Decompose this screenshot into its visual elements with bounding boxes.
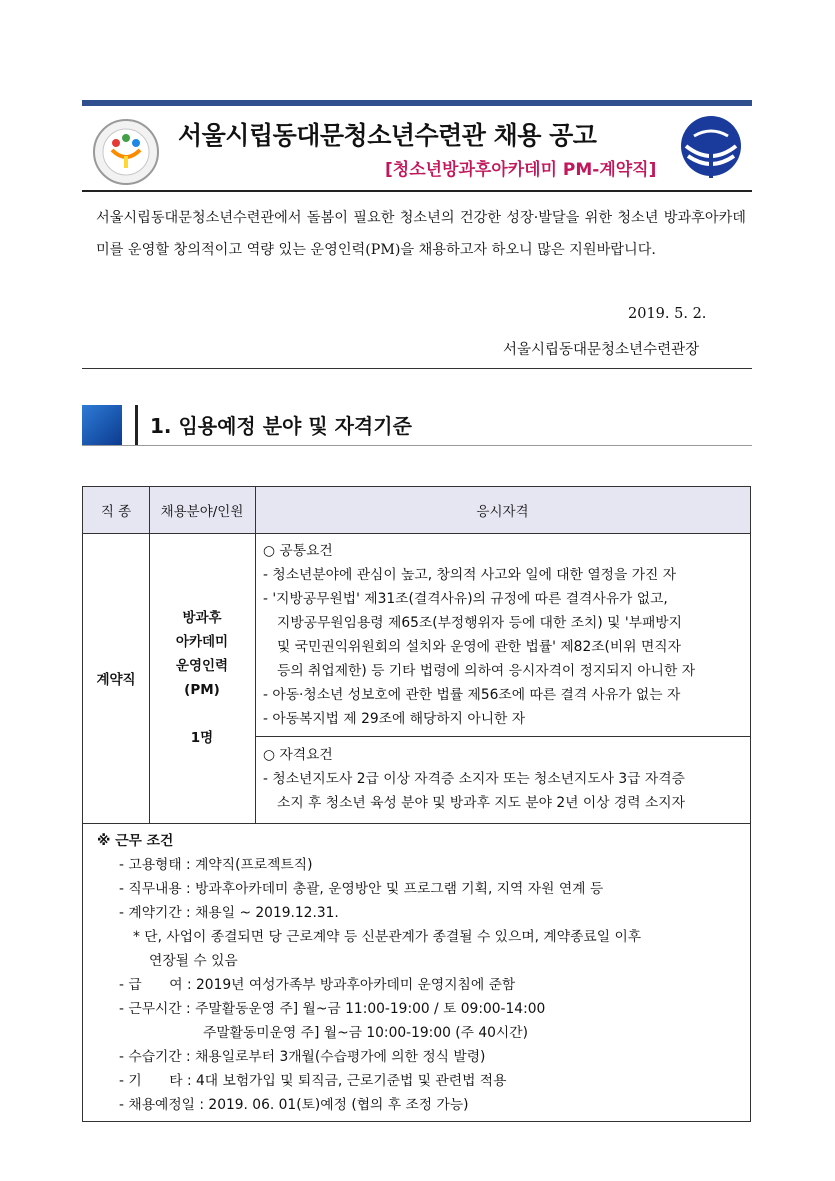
seoul-city-logo-icon [678,116,744,182]
job-type: 계약직 [96,672,136,688]
header-field: 채용분야/인원 [160,504,244,520]
common-line: 지방공무원임용령 제65조(부정행위자 등에 대한 조치) 및 '부패방지 [277,615,682,631]
qualification-table [82,486,751,1122]
youth-center-emblem-icon [92,118,160,186]
condition-period: - 계약기간 : 채용일 ~ 2019.12.31. [119,905,339,921]
section-marker [82,405,122,445]
qual-line: 소지 후 청소년 육성 분야 및 방과후 지도 분야 2년 이상 경력 소지자 [277,795,685,811]
common-requirements [263,539,747,731]
section-rule [82,445,752,446]
common-title: ○ 공통요건 [263,543,333,559]
intro-paragraph: 서울시립동대문청소년수련관에서 돌봄이 필요한 청소년의 건강한 성장·발달을 위한 청소년 방과후아카데미를 운영할 창의적이고 역량 있는 운영인력(PM)을 채용하고자 하오니 많은 지원바랍니다. [96,210,746,258]
condition-probation: - 수습기간 : 채용일로부터 3개월(수습평가에 의한 정식 발령) [119,1049,486,1065]
field-headcount [149,533,255,823]
field-line: 아카데미 [175,634,229,650]
field-line: (PM) [184,682,220,698]
qual-line: - 청소년지도사 2급 이상 자격증 소지자 또는 청소년지도사 3급 자격증 [263,771,685,787]
page-title: 서울시립동대문청소년수련관 채용 공고 [178,121,597,150]
header-rule [82,190,752,192]
section-bar [135,405,138,445]
qual-title: ○ 자격요건 [263,747,333,763]
signer-rule [82,368,752,369]
col-divider [255,487,256,823]
row-divider [255,736,750,737]
condition-etc: - 기 타 : 4대 보험가입 및 퇴직금, 근로기준법 및 관련법 적용 [119,1073,507,1089]
announcement-date: 2019. 5. 2. [628,306,707,322]
condition-hours: - 근무시간 : 주말활동운영 주] 월~금 11:00-19:00 / 토 09:00-14:00 [119,1001,546,1017]
common-line: 및 국민권익위원회의 설치와 운영에 관한 법률' 제82조(비위 면직자 [277,639,681,655]
common-line: - 아동·청소년 성보호에 관한 법률 제56조에 따른 결격 사유가 없는 자 [263,687,681,703]
condition-salary: - 급 여 : 2019년 여성가족부 방과후아카데미 운영지침에 준함 [119,977,516,993]
section-title: 1. 임용예정 분야 및 자격기준 [150,414,412,438]
common-line: 등의 취업제한) 등 기타 법령에 의하여 응시자격이 정지되지 아니한 자 [277,663,696,679]
common-line: - 청소년분야에 관심이 높고, 창의적 사고와 일에 대한 열정을 가진 자 [263,567,677,583]
condition-employment: - 고용형태 : 계약직(프로젝트직) [119,857,313,873]
condition-note: 연장될 수 있음 [149,953,238,969]
header-qualification: 응시자격 [476,504,529,520]
common-line: - '지방공무원법' 제31조(결격사유)의 규정에 따른 결격사유가 없고, [263,591,668,607]
signer: 서울시립동대문청소년수련관장 [503,342,700,358]
field-line: 방과후 [182,610,222,626]
common-line: - 아동복지법 제 29조에 해당하지 아니한 자 [263,711,526,727]
condition-note: * 단, 사업이 종결되면 당 근로계약 등 신분관계가 종결될 수 있으며, 계약종료일 이후 [133,929,642,945]
conditions-title: ※ 근무 조건 [97,833,174,849]
condition-hire-date: - 채용예정일 : 2019. 06. 01(토)예정 (협의 후 조정 가능) [119,1097,469,1113]
top-rule [82,100,752,106]
field-line: 1명 [190,730,214,746]
condition-hours: 주말활동미운영 주] 월~금 10:00-19:00 (주 40시간) [203,1025,528,1041]
page-subtitle: [청소년방과후아카데미 PM-계약직] [385,160,657,180]
qualification-requirements [263,743,747,815]
condition-duty: - 직무내용 : 방과후아카데미 총괄, 운영방안 및 프로그램 기획, 지역 자원 연계 등 [119,881,604,897]
header-job: 직 종 [100,504,132,520]
work-conditions [97,829,737,1117]
row-divider [83,823,750,824]
field-line: 운영인력 [175,658,229,674]
